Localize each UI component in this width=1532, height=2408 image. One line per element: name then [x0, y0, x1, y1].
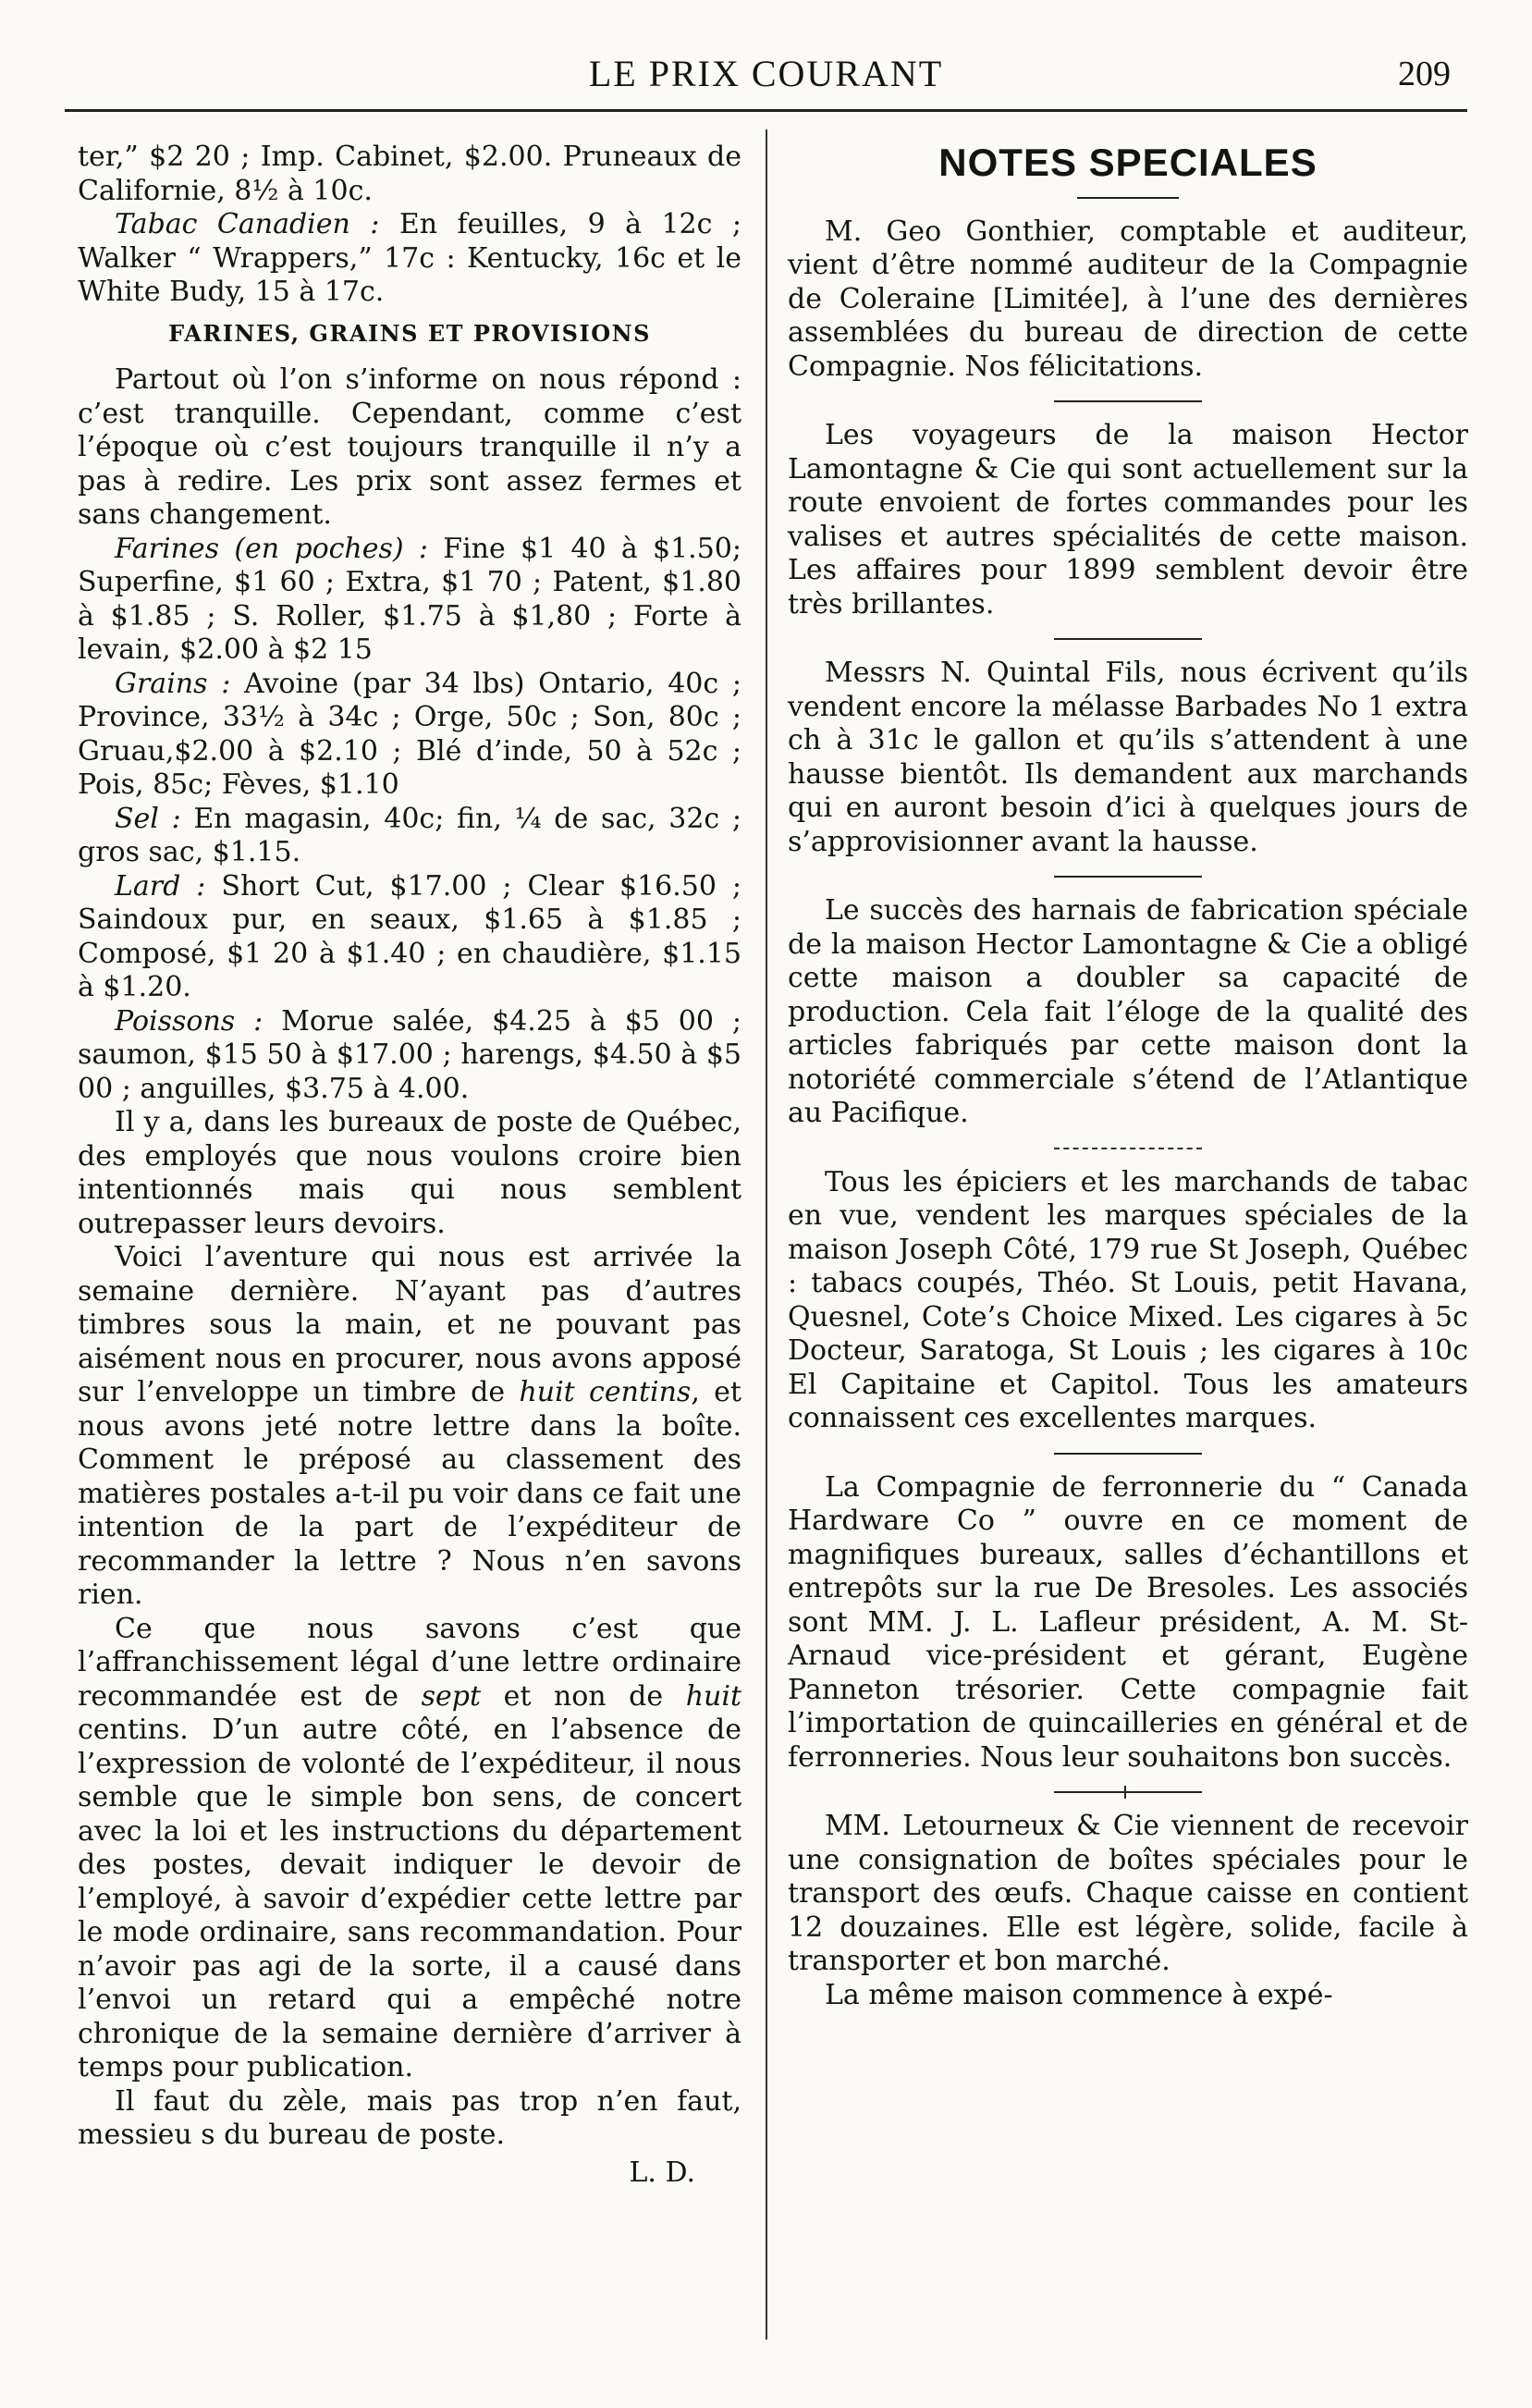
text-aff-c: centins. D’un autre côté, en l’absence de l’expression de volonté de l’expéditeur, il nous semble que le simple bon sens, de concert avec la loi et les instructions du département des postes, devait indiquer le devoir de l’employé, à savoir d’expédier cette lettre par le mode ordinaire, sans recommandation. Pour n’avoir pas agi de la sorte, il a causé dans l’envoi un retard qui a empêché notre chronique de la semaine dernière d’arriver à temps pour publication.	[78, 1714, 741, 2083]
lead-tabac: Tabac Canadien :	[115, 208, 380, 240]
lead-poissons: Poissons :	[115, 1004, 264, 1038]
lead-lard: Lard :	[115, 869, 206, 903]
paragraph-farines	[78, 533, 741, 668]
paragraph-continued: ter,” $2 20 ; Imp. Cabinet, $2.00. Pruneaux de Californie, 8½ à 10c.	[78, 141, 741, 207]
em-huit-centins: huit centins	[519, 1376, 692, 1408]
note-voyageurs: Les voyageurs de la maison Hector Lamontagne & Cie qui sont actuellement sur la route envoient de fortes commandes pour les valises et autres spécialités de cette maison. Les affaires pour 1899 semblent devoir être très brillantes.	[788, 419, 1468, 620]
note-harnais: Le succès des harnais de fabrication spéciale de la maison Hector Lamontagne & Cie a obligé cette maison a doubler sa capacité de production. Cela fait l’éloge de la qualité des articles fabriqués par cette maison dont la notoriété commerciale s’étend de l’Atlantique au Pacifique.	[788, 894, 1468, 1129]
paragraph-market: Partout où l’on s’informe on nous répond : c’est tranquille. Cependant, comme c’est l’époque où c’est toujours tranquille il n’y a pas à redire. Les prix sont assez fermes et sans changement.	[78, 363, 741, 531]
paragraph-post-office: Il y a, dans les bureaux de poste de Québec, des employés que nous voulons croire bien intentionnés mais qui nous semblent outrepasser leurs devoirs.	[78, 1106, 741, 1240]
text-aff-a: Ce que nous savons c’est que l’affranchissement légal d’une lettre ordinaire recommandée est de	[78, 1612, 741, 1713]
em-huit: huit	[685, 1679, 741, 1713]
paragraph-adventure	[78, 1241, 741, 1613]
right-column	[788, 141, 1468, 2012]
text-adventure-a: Voici l’aventure qui nous est arrivée la semaine dernière. N’ayant pas d’autres timbres sous la main, et ne pouvant pas aisément nous en procurer, nous avons apposé sur l’enveloppe un timbre de	[78, 1241, 741, 1408]
lead-sel: Sel :	[115, 802, 181, 835]
paragraph-poissons	[78, 1005, 741, 1107]
rule	[1054, 1453, 1202, 1455]
note-cote: Tous les épiciers et les marchands de tabac en vue, vendent les marques spéciales de la maison Joseph Côté, 179 rue St Joseph, Québec : tabacs coupés, Théo. St Louis, petit Havana, Quesnel, Cote’s Choice Mixed. Les cigares à 5c Docteur, Saratoga, St Louis ; les cigares à 10c El Capitaine et Capitol. Tous les amateurs connaissent ces excellentes marques.	[788, 1165, 1468, 1434]
note-letourneux: MM. Letourneux & Cie viennent de recevoir une consignation de boîtes spéciales pour le transport des œufs. Chaque caisse en contient 12 douzaines. Elle est légère, solide, facile à transporter et bon marché.	[788, 1810, 1468, 1977]
section-title: NOTES SPECIALES	[938, 141, 1318, 184]
note-quintal: Messrs N. Quintal Fils, nous écrivent qu’ils vendent encore la mélasse Barbades No 1 extra ch à 31c le gallon et qu’ils s’attendent à une hausse bientôt. Ils demandent aux marchands qui en auront besoin d’ici à quelques jours de s’approvisionner avant la hausse.	[788, 657, 1468, 858]
text-tabac: En feuilles, 9 à 12c ; Walker “ Wrappers,” 17c : Kentucky, 16c et le White Budy, 15 à 17c.	[78, 208, 741, 308]
rule	[1054, 400, 1202, 402]
page-header	[0, 52, 1532, 107]
paragraph-grains	[78, 668, 741, 803]
rule	[1077, 197, 1179, 199]
running-title: LE PRIX COURANT	[588, 53, 944, 94]
paragraph-lard	[78, 870, 741, 1005]
header-rule	[65, 109, 1467, 112]
em-sept: sept	[421, 1679, 482, 1713]
rule	[1054, 1148, 1202, 1149]
paragraph-tabac	[78, 208, 741, 310]
column-divider	[766, 129, 767, 2340]
lead-grains: Grains :	[115, 667, 231, 700]
paragraph-sel	[78, 803, 741, 870]
rule	[1054, 876, 1202, 878]
text-aff-b: et non de	[481, 1679, 686, 1713]
subhead-farines: FARINES, GRAINS ET PROVISIONS	[168, 319, 651, 347]
text-poissons: Morue salée, $4.25 à $5 00 ; saumon, $15 50 à $17.00 ; harengs, $4.50 à $5 00 ; anguilles, $3.75 à 4.00.	[78, 1004, 741, 1105]
rule	[1054, 1791, 1202, 1793]
text-sel: En magasin, 40c; fin, ¼ de sac, 32c ; gros sac, $1.15.	[78, 802, 742, 868]
signature: L. D.	[629, 2156, 695, 2189]
paragraph-zele: Il faut du zèle, mais pas trop n’en faut, messieu s du bureau de poste.	[78, 2084, 741, 2151]
paragraph-affranchissement	[78, 1613, 741, 2085]
text-lard: Short Cut, $17.00 ; Clear $16.50 ; Saindoux pur, en seaux, $1.65 à $1.85 ; Composé, $1 20 à $1.40 ; en chaudière, $1.15 à $1.20.	[78, 869, 741, 1003]
lead-farines: Farines (en poches) :	[115, 532, 428, 565]
note-continued: La même maison commence à expé-	[825, 1978, 1333, 2011]
text-grains: Avoine (par 34 lbs) Ontario, 40c ; Province, 33½ à 34c ; Orge, 50c ; Son, 80c ; Gruau,$2.00 à $2.10 ; Blé d’inde, 50 à 52c ; Pois, 85c; Fèves, $1.10	[78, 667, 741, 801]
text-adventure-b: , et nous avons jeté notre lettre dans la boîte. Comment le préposé au classement des matières postales a-t-il pu voir dans ce fait une intention de la part de l’expéditeur de recommander la lettre ? Nous n’en savons rien.	[78, 1376, 741, 1611]
page-number: 209	[1398, 55, 1451, 93]
rule	[1054, 638, 1202, 640]
text-farines: Fine $1 40 à $1.50; Superfine, $1 60 ; Extra, $1 70 ; Patent, $1.80 à $1.85 ; S. Roller, $1.75 à $1,80 ; Forte à levain, $2.00 à $2 15	[78, 532, 741, 666]
note-hardware: La Compagnie de ferronnerie du “ Canada Hardware Co ” ouvre en ce moment de magnifiques bureaux, salles d’échantillons et entrepôts sur la rue De Bresoles. Les associés sont MM. J. L. Lafleur président, A. M. St-Arnaud vice-président et gérant, Eugène Panneton trésorier. Cette compagnie fait l’importation de quincailleries en général et de ferronneries. Nous leur souhaitons bon succès.	[788, 1470, 1468, 1774]
left-column	[78, 141, 741, 2190]
note-gonthier: M. Geo Gonthier, comptable et auditeur, vient d’être nommé auditeur de la Compagnie de Coleraine [Limitée], à l’une des dernières assemblées du bureau de direction de cette Compagnie. Nos félicitations.	[788, 215, 1468, 383]
